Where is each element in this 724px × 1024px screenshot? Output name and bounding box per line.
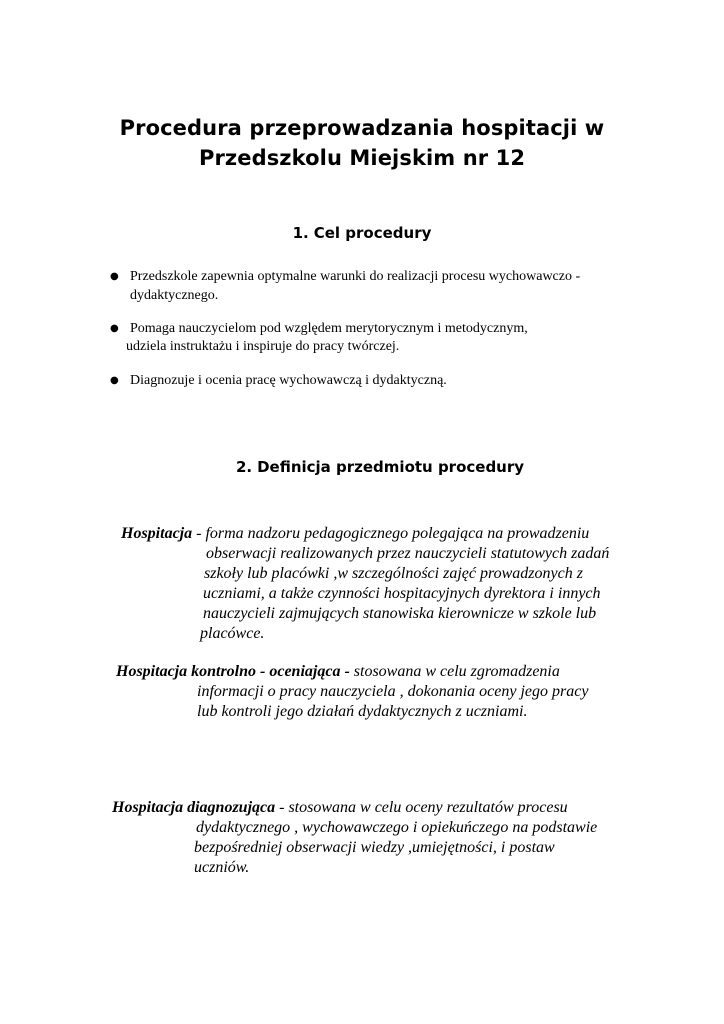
bullet-dot-2: ● (110, 323, 119, 334)
definition-1-line: nauczycieli zajmujących stanowiska kierownicze w szkole lub (203, 605, 597, 622)
definition-3-line: bezpośredniej obserwacji wiedzy ,umiejętności, i postaw (194, 839, 555, 856)
definition-2-line: lub kontroli jego działań dydaktycznych z uczniami. (197, 703, 528, 720)
title-line-1: Procedura przeprowadzania hospitacji w (119, 116, 605, 140)
definition-1-text: - forma nadzoru pedagogicznego polegająca na prowadzeniu (192, 525, 590, 542)
title-line-2: Przedszkolu Miejskim nr 12 (198, 146, 526, 170)
bullet-2-line-1: Pomaga nauczycielom pod względem merytorycznym i metodycznym, (130, 321, 528, 336)
definition-1-line: placówce. (200, 625, 265, 642)
section-1-heading (0, 226, 724, 241)
bullet-1-line-1: Przedszkole zapewnia optymalne warunki do realizacji procesu wychowawczo - (130, 269, 581, 284)
definition-3-first-line (112, 798, 568, 818)
section-1-number: 1. (292, 224, 309, 242)
definition-1-line: szkoły lub placówki ,w szczególności zajęć prowadzonych z (204, 565, 583, 582)
section-1-heading-text: Cel procedury (313, 224, 432, 242)
definition-3-line: dydaktycznego , wychowawczego i opiekuńczego na podstawie (196, 819, 598, 836)
bullet-dot-3: ● (110, 375, 119, 386)
definition-2-line: informacji o pracy nauczyciela , dokonania oceny jego pracy (197, 683, 589, 700)
definition-2-term: Hospitacja kontrolno - oceniająca - (116, 663, 350, 680)
definition-1-line: obserwacji realizowanych przez nauczycieli statutowych zadań (206, 545, 610, 562)
definition-3-term: Hospitacja diagnozująca (112, 799, 276, 816)
section-2-heading (18, 460, 724, 475)
bullet-3-line-1: Diagnozuje i ocenia pracę wychowawczą i dydaktyczną. (130, 373, 447, 388)
definition-1-first-line (121, 524, 589, 544)
definition-1-term: Hospitacja (121, 525, 193, 542)
definition-2-first-line (116, 662, 560, 682)
bullet-dot-1: ● (110, 271, 119, 282)
bullet-1-line-2: dydaktycznego. (130, 288, 219, 303)
bullet-2-line-2: udziela instruktażu i inspiruje do pracy twórczej. (126, 339, 400, 354)
definition-3-line: uczniów. (194, 859, 250, 876)
definition-3-text: - stosowana w celu oceny rezultatów procesu (275, 799, 568, 816)
section-2-number: 2. (235, 458, 253, 476)
section-2-heading-text: Definicja przedmiotu procedury (257, 458, 525, 476)
definition-1-line: uczniami, a także czynności hospitacyjnych dyrektora i innych (203, 585, 601, 602)
definition-2-text: stosowana w celu zgromadzenia (349, 663, 560, 680)
